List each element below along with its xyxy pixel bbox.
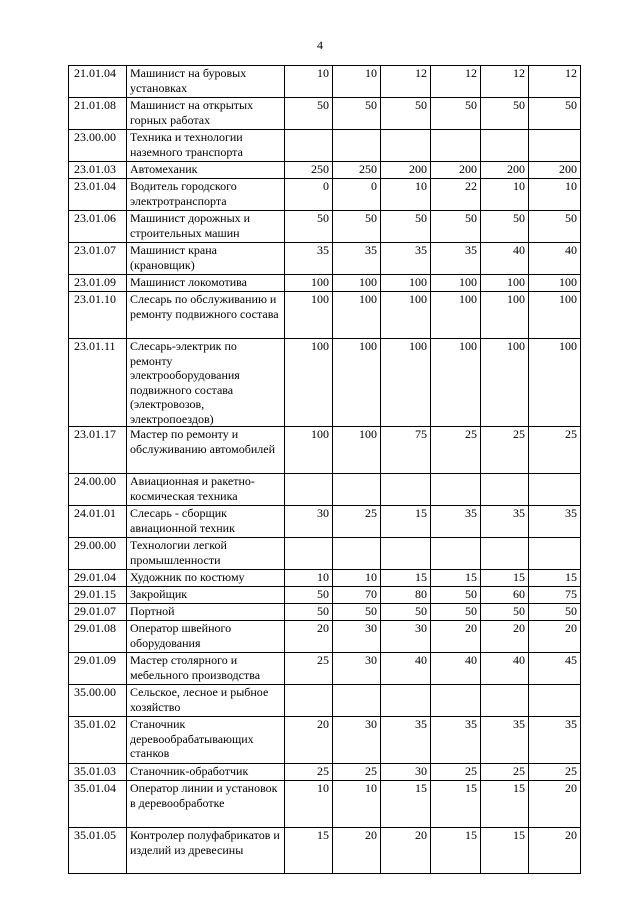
value-cell xyxy=(333,474,381,506)
value-cell: 0 xyxy=(333,179,381,211)
table-row xyxy=(69,764,581,781)
value-cell: 100 xyxy=(285,339,333,427)
value-cell: 30 xyxy=(381,621,431,653)
value-cell: 60 xyxy=(481,587,529,604)
value-cell: 25 xyxy=(431,427,481,474)
specialty-name-cell: Техника и технологии наземного транспорта xyxy=(127,130,285,162)
value-cell: 40 xyxy=(529,243,581,275)
specialty-name-cell: Портной xyxy=(127,604,285,621)
specialty-name-cell: Художник по костюму xyxy=(127,570,285,587)
value-cell: 15 xyxy=(431,570,481,587)
specialty-code-cell: 35.00.00 xyxy=(69,685,127,717)
value-cell xyxy=(285,130,333,162)
value-cell: 50 xyxy=(333,98,381,130)
value-cell: 30 xyxy=(333,621,381,653)
value-cell: 20 xyxy=(333,828,381,874)
value-cell: 50 xyxy=(431,98,481,130)
table-row xyxy=(69,66,581,98)
table-row xyxy=(69,781,581,828)
value-cell: 15 xyxy=(481,781,529,828)
value-cell: 100 xyxy=(381,339,431,427)
value-cell: 200 xyxy=(529,162,581,179)
value-cell: 75 xyxy=(529,587,581,604)
value-cell: 200 xyxy=(381,162,431,179)
specialty-code-cell: 23.01.10 xyxy=(69,292,127,339)
value-cell: 50 xyxy=(285,98,333,130)
value-cell xyxy=(481,685,529,717)
table-row xyxy=(69,427,581,474)
specialty-name-cell: Сельское, лесное и рыбное хозяйство xyxy=(127,685,285,717)
value-cell xyxy=(529,474,581,506)
value-cell: 20 xyxy=(431,621,481,653)
value-cell: 50 xyxy=(285,604,333,621)
table-row xyxy=(69,243,581,275)
value-cell xyxy=(529,685,581,717)
value-cell: 10 xyxy=(381,179,431,211)
value-cell: 75 xyxy=(381,427,431,474)
specialty-code-cell: 35.01.03 xyxy=(69,764,127,781)
value-cell: 20 xyxy=(529,621,581,653)
value-cell xyxy=(333,130,381,162)
specialty-code-cell: 23.01.17 xyxy=(69,427,127,474)
value-cell: 35 xyxy=(481,506,529,538)
value-cell: 25 xyxy=(285,653,333,685)
specialty-name-cell: Оператор швейного оборудования xyxy=(127,621,285,653)
value-cell: 250 xyxy=(285,162,333,179)
table-row xyxy=(69,717,581,764)
specialty-code-cell: 35.01.05 xyxy=(69,828,127,874)
value-cell: 15 xyxy=(431,828,481,874)
value-cell: 35 xyxy=(481,717,529,764)
specialty-code-cell: 23.01.04 xyxy=(69,179,127,211)
table-row xyxy=(69,604,581,621)
specialty-name-cell: Контролер полуфабрикатов и изделий из древесины xyxy=(127,828,285,874)
specialty-code-cell: 29.01.09 xyxy=(69,653,127,685)
value-cell: 35 xyxy=(431,243,481,275)
value-cell: 100 xyxy=(333,275,381,292)
value-cell xyxy=(285,538,333,570)
specialty-code-cell: 23.01.07 xyxy=(69,243,127,275)
value-cell: 20 xyxy=(481,621,529,653)
table-row xyxy=(69,685,581,717)
value-cell: 15 xyxy=(431,781,481,828)
value-cell: 100 xyxy=(333,339,381,427)
value-cell: 12 xyxy=(529,66,581,98)
value-cell xyxy=(481,130,529,162)
table-row xyxy=(69,828,581,874)
value-cell: 15 xyxy=(285,828,333,874)
value-cell: 70 xyxy=(333,587,381,604)
value-cell: 25 xyxy=(333,764,381,781)
specialty-code-cell: 29.00.00 xyxy=(69,538,127,570)
value-cell: 50 xyxy=(333,604,381,621)
value-cell: 30 xyxy=(333,717,381,764)
value-cell: 50 xyxy=(431,587,481,604)
value-cell: 25 xyxy=(431,764,481,781)
value-cell xyxy=(285,685,333,717)
table-row xyxy=(69,292,581,339)
value-cell: 30 xyxy=(333,653,381,685)
value-cell: 15 xyxy=(529,570,581,587)
value-cell xyxy=(529,130,581,162)
table-row xyxy=(69,538,581,570)
value-cell: 15 xyxy=(481,828,529,874)
specialty-name-cell: Технологии легкой промышленности xyxy=(127,538,285,570)
value-cell: 50 xyxy=(481,211,529,243)
value-cell: 100 xyxy=(381,275,431,292)
table-row xyxy=(69,179,581,211)
value-cell xyxy=(381,474,431,506)
value-cell: 100 xyxy=(285,427,333,474)
value-cell: 10 xyxy=(481,179,529,211)
value-cell: 45 xyxy=(529,653,581,685)
value-cell: 25 xyxy=(481,427,529,474)
value-cell: 20 xyxy=(285,717,333,764)
specialty-name-cell: Машинист дорожных и строительных машин xyxy=(127,211,285,243)
value-cell: 40 xyxy=(481,653,529,685)
value-cell: 10 xyxy=(333,570,381,587)
value-cell: 12 xyxy=(381,66,431,98)
table-row xyxy=(69,211,581,243)
table-row xyxy=(69,130,581,162)
value-cell: 100 xyxy=(381,292,431,339)
value-cell xyxy=(481,538,529,570)
table-row xyxy=(69,653,581,685)
specialty-name-cell: Станочник деревообрабатывающих станков xyxy=(127,717,285,764)
value-cell: 50 xyxy=(333,211,381,243)
value-cell: 50 xyxy=(285,587,333,604)
specialty-code-cell: 23.00.00 xyxy=(69,130,127,162)
specialty-code-cell: 23.01.11 xyxy=(69,339,127,427)
value-cell: 25 xyxy=(529,427,581,474)
specialty-name-cell: Автомеханик xyxy=(127,162,285,179)
value-cell: 200 xyxy=(431,162,481,179)
value-cell: 100 xyxy=(529,292,581,339)
value-cell: 250 xyxy=(333,162,381,179)
specialty-code-cell: 35.01.02 xyxy=(69,717,127,764)
value-cell: 100 xyxy=(333,427,381,474)
page-number: 4 xyxy=(317,38,323,52)
value-cell: 80 xyxy=(381,587,431,604)
value-cell xyxy=(481,474,529,506)
specialty-name-cell: Оператор линии и установок в деревообработке xyxy=(127,781,285,828)
value-cell: 50 xyxy=(381,604,431,621)
value-cell: 50 xyxy=(529,98,581,130)
specialty-name-cell: Водитель городского электротранспорта xyxy=(127,179,285,211)
table-body xyxy=(69,66,581,874)
specialty-code-cell: 29.01.15 xyxy=(69,587,127,604)
value-cell: 10 xyxy=(333,66,381,98)
table-row xyxy=(69,339,581,427)
value-cell: 100 xyxy=(285,292,333,339)
value-cell: 30 xyxy=(381,764,431,781)
value-cell: 35 xyxy=(333,243,381,275)
specialty-code-cell: 35.01.04 xyxy=(69,781,127,828)
value-cell: 10 xyxy=(285,570,333,587)
value-cell: 100 xyxy=(431,275,481,292)
specialty-name-cell: Закройщик xyxy=(127,587,285,604)
value-cell: 10 xyxy=(285,66,333,98)
value-cell: 200 xyxy=(481,162,529,179)
specialty-code-cell: 29.01.08 xyxy=(69,621,127,653)
specialty-name-cell: Слесарь - сборщик авиационной техник xyxy=(127,506,285,538)
value-cell: 20 xyxy=(529,781,581,828)
value-cell: 100 xyxy=(481,339,529,427)
specialty-name-cell: Машинист на буровых установках xyxy=(127,66,285,98)
table-row xyxy=(69,275,581,292)
value-cell: 100 xyxy=(333,292,381,339)
value-cell: 35 xyxy=(529,506,581,538)
value-cell: 35 xyxy=(431,717,481,764)
value-cell: 50 xyxy=(381,98,431,130)
value-cell xyxy=(431,474,481,506)
value-cell: 15 xyxy=(381,570,431,587)
table-row xyxy=(69,570,581,587)
value-cell: 40 xyxy=(431,653,481,685)
table-row xyxy=(69,506,581,538)
value-cell xyxy=(529,538,581,570)
specialty-code-cell: 23.01.09 xyxy=(69,275,127,292)
value-cell: 0 xyxy=(285,179,333,211)
value-cell: 25 xyxy=(481,764,529,781)
table-row xyxy=(69,162,581,179)
value-cell: 20 xyxy=(529,828,581,874)
value-cell: 50 xyxy=(431,211,481,243)
value-cell xyxy=(381,130,431,162)
value-cell xyxy=(381,538,431,570)
value-cell: 40 xyxy=(481,243,529,275)
specialty-code-cell: 24.01.01 xyxy=(69,506,127,538)
value-cell: 40 xyxy=(381,653,431,685)
value-cell: 100 xyxy=(431,339,481,427)
specialty-name-cell: Авиационная и ракетно-космическая техника xyxy=(127,474,285,506)
specialty-name-cell: Слесарь-электрик по ремонту электрооборудования подвижного состава (электровозов, электропоездов) xyxy=(127,339,285,427)
value-cell: 35 xyxy=(529,717,581,764)
value-cell xyxy=(431,685,481,717)
value-cell: 100 xyxy=(529,339,581,427)
table-row xyxy=(69,474,581,506)
value-cell: 100 xyxy=(529,275,581,292)
specialty-code-cell: 29.01.07 xyxy=(69,604,127,621)
specialty-name-cell: Слесарь по обслуживанию и ремонту подвижного состава xyxy=(127,292,285,339)
specialty-code-cell: 29.01.04 xyxy=(69,570,127,587)
value-cell: 100 xyxy=(431,292,481,339)
specialty-code-cell: 23.01.06 xyxy=(69,211,127,243)
value-cell: 10 xyxy=(529,179,581,211)
specialty-code-cell: 23.01.03 xyxy=(69,162,127,179)
specialty-name-cell: Мастер столярного и мебельного производства xyxy=(127,653,285,685)
value-cell: 25 xyxy=(529,764,581,781)
value-cell: 22 xyxy=(431,179,481,211)
value-cell: 30 xyxy=(285,506,333,538)
value-cell: 100 xyxy=(481,275,529,292)
value-cell: 12 xyxy=(431,66,481,98)
value-cell: 50 xyxy=(431,604,481,621)
value-cell: 15 xyxy=(381,781,431,828)
value-cell: 20 xyxy=(285,621,333,653)
specialty-name-cell: Машинист крана (крановщик) xyxy=(127,243,285,275)
value-cell xyxy=(431,130,481,162)
value-cell: 50 xyxy=(481,98,529,130)
specialty-code-cell: 21.01.08 xyxy=(69,98,127,130)
specialties-table xyxy=(68,65,581,874)
value-cell: 35 xyxy=(381,243,431,275)
value-cell: 12 xyxy=(481,66,529,98)
value-cell: 25 xyxy=(333,506,381,538)
value-cell: 10 xyxy=(333,781,381,828)
value-cell xyxy=(285,474,333,506)
value-cell: 35 xyxy=(431,506,481,538)
table-row xyxy=(69,621,581,653)
value-cell: 50 xyxy=(381,211,431,243)
value-cell: 50 xyxy=(481,604,529,621)
specialty-name-cell: Машинист локомотива xyxy=(127,275,285,292)
value-cell: 15 xyxy=(481,570,529,587)
value-cell: 50 xyxy=(529,211,581,243)
specialty-name-cell: Машинист на открытых горных работах xyxy=(127,98,285,130)
value-cell: 10 xyxy=(285,781,333,828)
specialty-code-cell: 24.00.00 xyxy=(69,474,127,506)
value-cell: 100 xyxy=(285,275,333,292)
specialty-code-cell: 21.01.04 xyxy=(69,66,127,98)
value-cell: 50 xyxy=(285,211,333,243)
value-cell: 35 xyxy=(285,243,333,275)
value-cell xyxy=(431,538,481,570)
value-cell: 50 xyxy=(529,604,581,621)
table-row xyxy=(69,98,581,130)
value-cell: 15 xyxy=(381,506,431,538)
value-cell xyxy=(381,685,431,717)
value-cell xyxy=(333,685,381,717)
table-row xyxy=(69,587,581,604)
specialty-name-cell: Мастер по ремонту и обслуживанию автомобилей xyxy=(127,427,285,474)
value-cell: 35 xyxy=(381,717,431,764)
value-cell: 20 xyxy=(381,828,431,874)
value-cell: 100 xyxy=(481,292,529,339)
value-cell xyxy=(333,538,381,570)
value-cell: 25 xyxy=(285,764,333,781)
specialty-name-cell: Станочник-обработчик xyxy=(127,764,285,781)
